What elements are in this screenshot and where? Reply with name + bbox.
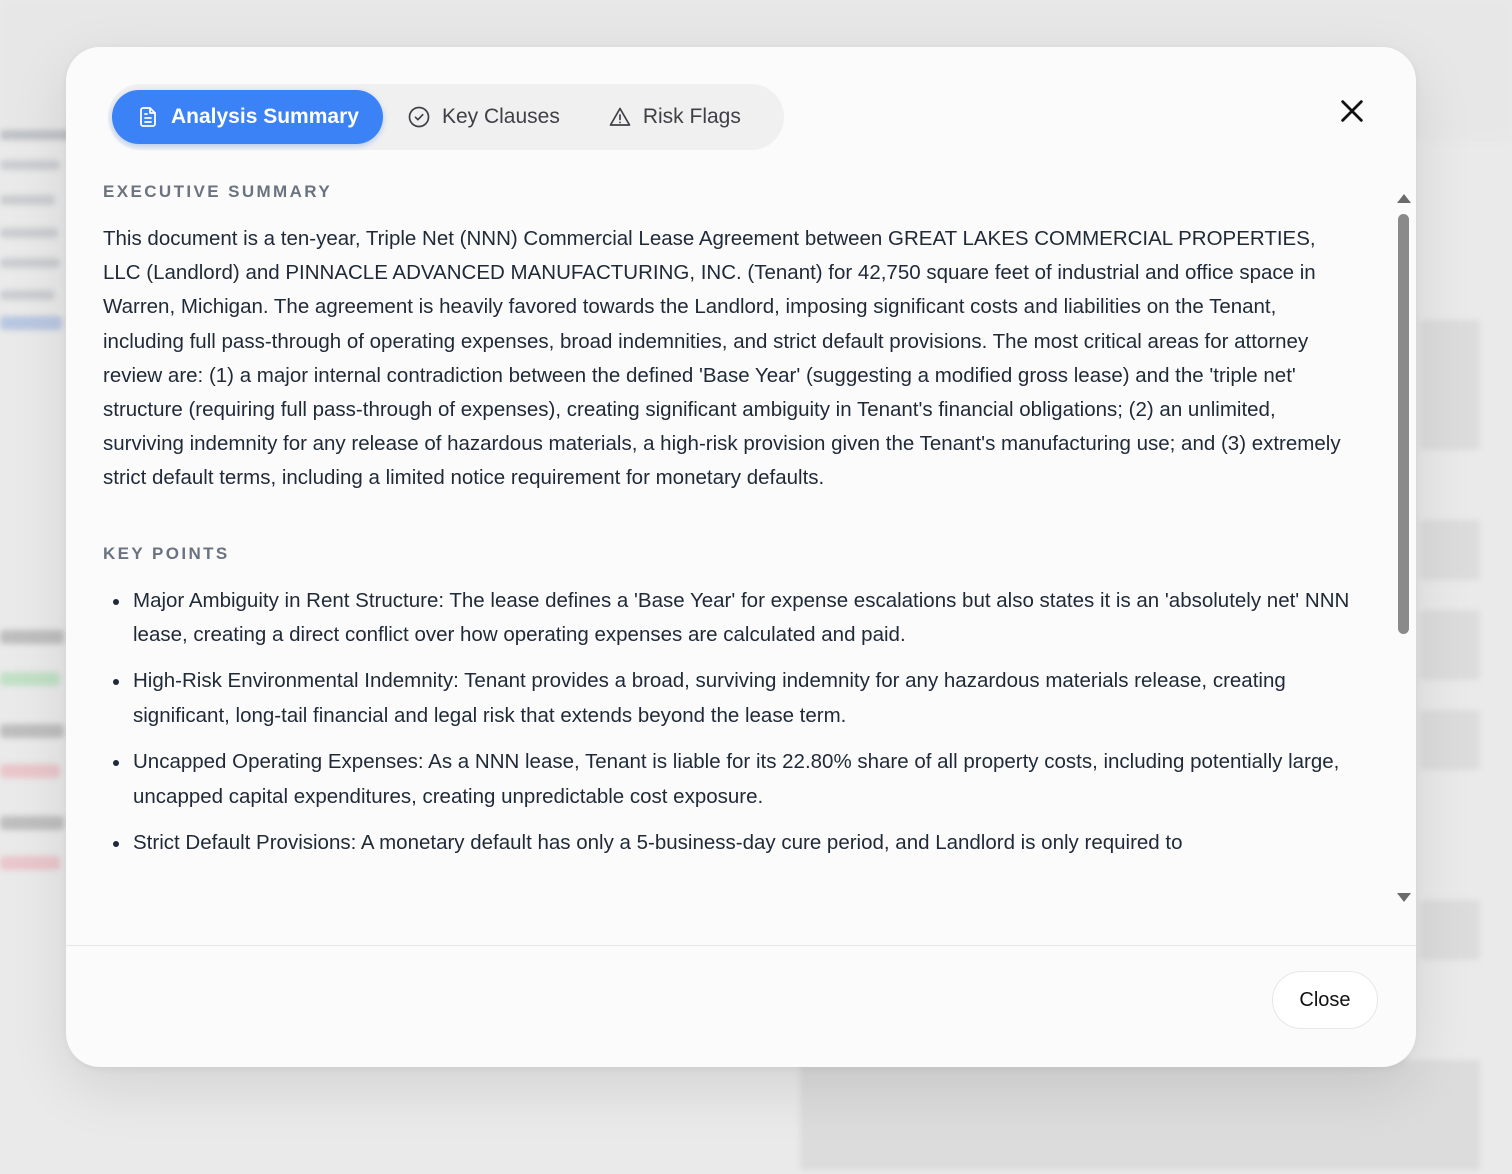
list-item: Strict Default Provisions: A monetary default has only a 5-business-day cure period, and Landlord is only required to	[103, 826, 1353, 860]
scrollbar[interactable]	[1396, 192, 1412, 904]
document-icon	[136, 105, 160, 129]
key-points-list	[103, 584, 1353, 861]
key-points-heading: KEY POINTS	[103, 543, 230, 563]
scroll-down-arrow-icon[interactable]	[1397, 893, 1411, 902]
scrollbar-thumb[interactable]	[1398, 214, 1409, 634]
tab-label: Analysis Summary	[171, 105, 359, 128]
list-item: High-Risk Environmental Indemnity: Tenant provides a broad, surviving indemnity for any hazardous materials release, creating significant, long-tail financial and legal risk that extends beyond the lease term.	[103, 664, 1353, 733]
tab-analysis-summary[interactable]	[112, 90, 383, 144]
check-circle-icon	[407, 105, 431, 129]
close-button[interactable]: Close	[1272, 971, 1378, 1029]
list-item: Major Ambiguity in Rent Structure: The lease defines a 'Base Year' for expense escalations but also states it is an 'absolutely net' NNN lease, creating a direct conflict over how operating expenses are calculated and paid.	[103, 584, 1353, 653]
scroll-up-arrow-icon[interactable]	[1397, 194, 1411, 203]
tab-bar	[108, 84, 784, 150]
tab-risk-flags[interactable]	[584, 90, 765, 144]
list-item: Uncapped Operating Expenses: As a NNN lease, Tenant is liable for its 22.80% share of all property costs, including potentially large, uncapped capital expenditures, creating unpredictable cost exposure.	[103, 745, 1353, 814]
close-icon[interactable]	[1338, 97, 1366, 125]
executive-summary-text: This document is a ten-year, Triple Net (NNN) Commercial Lease Agreement between GREAT LAKES COMMERCIAL PROPERTIES, LLC (Landlord) and PINNACLE ADVANCED MANUFACTURING, INC. (Tenant) for 42,750 square feet of industrial and office space in Warren, Michigan. The agreement is heavily favored towards the Landlord, imposing significant costs and liabilities on the Tenant, including full pass-through of operating expenses, broad indemnities, and strict default provisions. The most critical areas for attorney review are: (1) a major internal contradiction between the defined 'Base Year' (suggesting a modified gross lease) and the 'triple net' structure (requiring full pass-through of expenses), creating significant ambiguity in Tenant's financial obligations; (2) an unlimited, surviving indemnity for any release of hazardous materials, a high-risk provision given the Tenant's manufacturing use; and (3) extremely strict default terms, including a limited notice requirement for monetary defaults.	[103, 227, 1341, 490]
executive-summary-heading: EXECUTIVE SUMMARY	[103, 182, 333, 201]
tab-label: Risk Flags	[642, 105, 741, 128]
tab-key-clauses[interactable]	[383, 90, 584, 144]
analysis-modal	[66, 47, 1416, 1067]
footer-divider	[66, 945, 1416, 946]
scroll-content[interactable]	[103, 182, 1353, 907]
tab-label: Key Clauses	[441, 105, 560, 128]
warning-triangle-icon	[608, 105, 632, 129]
